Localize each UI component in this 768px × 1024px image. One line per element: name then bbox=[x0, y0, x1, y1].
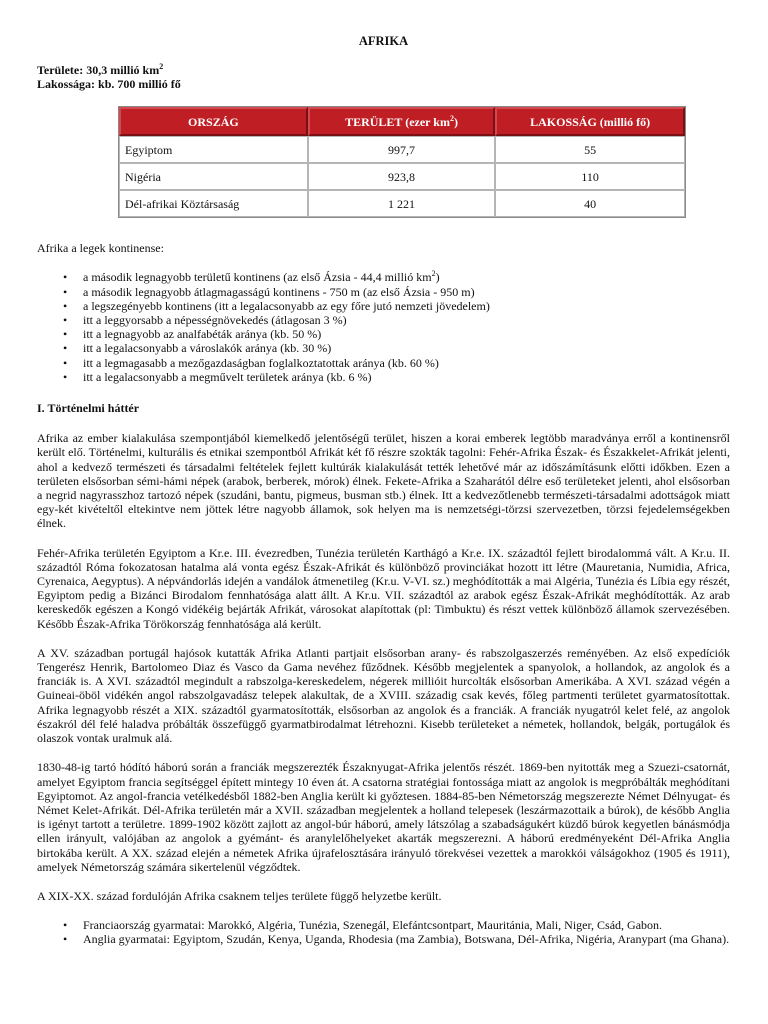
paragraph-exploration: A XV. században portugál hajósok kutatták Afrika Atlanti partjait elsősorban arany- és rabszolgaszerzés reményében. Az első expedíciók Tengerész Henrik, Bartolomeo Diaz és Vasco da Gama nevéhez fűződnek. Később megjelentek a spanyolok, a hollandok, az angolok és a franciák is. A XVI. századtól megindult a rabszolga-kereskedelem, négerek millióit hurcolták elsősorban Amerikába. A XVI. század végén a Guineai-öböl vidékén angol rabszolgavadász telepek alakultak, de a XVIII. századig csak kevés, főleg partmenti területet gyarmatosítottak. Afrika legnagyobb részét a XIX. századtól gyarmatosították, elsősorban az angolok és a franciák. A franciák nyugatról kelet felé, az angolok északról dél felé haladva próbálták összefüggő gyarmatbirodalmat létrehozni. Kisebb területeket a németek, hollandok, belgák, portugálok és olaszok vontak uralmuk alá. bbox=[37, 645, 730, 746]
list-item: • itt a legalacsonyabb a megművelt területek aránya (kb. 6 %) bbox=[63, 369, 372, 384]
list-item: • itt a legnagyobb az analfabéták aránya (kb. 50 %) bbox=[63, 327, 322, 342]
cell-area: 923,8 bbox=[308, 163, 496, 190]
cell-country: Dél-afrikai Köztársaság bbox=[119, 190, 308, 217]
list-item: • Anglia gyarmatai: Egyiptom, Szudán, Kenya, Uganda, Rhodesia (ma Zambia), Botswana, Dél-Afrika, Nigéria, Aranypart (ma Ghana). bbox=[63, 932, 730, 947]
list-item: • itt a legmagasabb a mezőgazdaságban foglalkoztatottak aránya (kb. 60 %) bbox=[63, 355, 439, 370]
area-line: Területe: 30,3 millió $km^2$ bbox=[37, 62, 164, 78]
population-line: Lakossága: kb. 700 millió fő bbox=[37, 77, 181, 92]
bullet-icon: • bbox=[63, 355, 68, 370]
list-item: • a legszegényebb kontinens (itt a legalacsonyabb az egy főre jutó nemzeti jövedelem) bbox=[63, 298, 490, 313]
table-row bbox=[119, 136, 685, 163]
list-item: • itt a leggyorsabb a népességnövekedés (átlagosan 3 %) bbox=[63, 313, 347, 328]
colonies-list bbox=[37, 918, 730, 946]
bullet-icon: • bbox=[63, 341, 68, 356]
bullet-icon: • bbox=[63, 918, 68, 933]
cell-population: 55 bbox=[495, 136, 685, 163]
table-row bbox=[119, 190, 685, 217]
bullet-icon: • bbox=[63, 932, 68, 947]
paragraph-colonization: 1830-48-ig tartó hódító háború során a franciák megszerezték Északnyugat-Afrika jelentős részét. 1869-ben nyitották meg a Szuezi-csatornát, amelyet Egyiptom francia segítséggel épített mintegy 10 éven át. A csatorna stratégiai fontossága miatt az angolok is megpróbálták meghódítani Egyiptomot. Az angol-francia vetélkedésből 1882-ben Anglia került ki győztesen. 1884-85-ben Németország megszerezte Német Délnyugat- és Német Kelet-Afrikát. Dél-Afrika területén már a XVII. században megjelentek a holland telepesek (leszármazottaik a búrok), de később Anglia is igényt tartott a területre. 1899-1902 között zajlott az angol-búr háború, amely látszólag a szabadságukért küzdő búrok kegyetlen bánásmódja ellen irányult, valójában az angolok a gyémánt- és aranylelőhelyeket akarták megszerezni. A háború eredményeként Dél-Afrika Anglia birtokába került. A XX. század elején a németek Afrika újrafelosztására irányuló törekvései vezettek a marokkói válságokhoz (1905 és 1911), amelyek Németország számára sikertelenül végződtek. bbox=[37, 760, 730, 874]
list-item: • Franciaország gyarmatai: Marokkó, Algéria, Tunézia, Szenegál, Elefántcsontpart, Mauritánia, Mali, Niger, Csád, Gabon. bbox=[63, 918, 663, 933]
legek-list bbox=[37, 270, 730, 384]
list-item: • a második legnagyobb területű kontinens (az első Ázsia - 44,4 millió $km^2$) bbox=[63, 269, 440, 285]
bullet-icon: • bbox=[63, 284, 68, 299]
cell-country: Egyiptom bbox=[119, 136, 308, 163]
paragraph-white-africa: Fehér-Afrika területén Egyiptom a Kr.e. III. évezredben, Tunézia területén Karthágó a Kr.e. IX. századtól fejlett birodalommá vált. A Kr.u. II. századtól Róma fokozatosan hatalma alá vonta egész Észak-Afrikát és különböző provinciákat hozott itt létre (Mauretania, Numidia, Africa, Cyrenaica, Aegyptus). A népvándorlás idején a vandálok átmenetileg (Kr.u. V-VI. sz.) meghódították a mai Algéria, Tunézia és Líbia egy részét, Egyiptom pedig a Bizánci Birodalom fennhatósága alatt állt. A Kr.u. VII. századtól az arabok egész Észak-Afrikát meghódították. Az arab kereskedők egészen a Kongó vidékéig bejárták Afrikát, városokat alapítottak (pl: Timbuktu) és részt vettek különböző államok szervezésében. Később Észak-Afrika Törökország fennhatósága alá került. bbox=[37, 545, 730, 631]
list-item: • itt a legalacsonyabb a városlakók aránya (kb. 30 %) bbox=[63, 341, 332, 356]
bullet-icon: • bbox=[63, 369, 68, 384]
cell-population: 110 bbox=[495, 163, 685, 190]
section-heading: I. Történelmi háttér bbox=[37, 401, 140, 416]
area-superscript: 2 bbox=[159, 62, 164, 72]
cell-area: 1 221 bbox=[308, 190, 496, 217]
bullet-icon: • bbox=[63, 327, 68, 342]
stats-block bbox=[37, 63, 730, 91]
table-row bbox=[119, 163, 685, 190]
document-page bbox=[37, 34, 730, 964]
paragraph-origins: Afrika az ember kialakulása szempontjából kiemelkedő jelentőségű terület, hiszen a korai emberek legtöbb maradványa erről a kontinensről került elő. Történelmi, kulturális és etnikai szempontból Afrikát két fő részre szokták tagolni: Fehér-Afrika Észak- és Északkelet-Afrikát jelenti, ahol a kedvező természeti és társadalmi feltételek fejlett kultúrák kialakulását tették lehetővé már az időszámításunk előtti időkben. Ezen a területen elsősorban sémi-hámi népek (arabok, berberek, mórok) élnek. Fekete-Afrika a Szaharától délre eső területeket jelenti, ahol elsősorban a negrid nagyrasszhoz tartozó népek (szudáni, bantu, pigmeus, busman stb.) élnek. Itt a kedvezőtlenebb természeti-társadalmi adottságok miatt egy-két kivételtől eltekintve nem jöttek létre nagyobb államok, sok helyen ma is nemzetségi-törzsi szervezetben, törzsi fejedelemségekben élnek. bbox=[37, 431, 730, 531]
list-item: • a második legnagyobb átlagmagasságú kontinens - 750 m (az első Ázsia - 950 m) bbox=[63, 284, 475, 299]
document-title: AFRIKA bbox=[358, 34, 409, 48]
cell-country: Nigéria bbox=[119, 163, 308, 190]
bullet-icon: • bbox=[63, 298, 68, 313]
bullet-icon: • bbox=[63, 313, 68, 328]
header-country: ORSZÁG bbox=[119, 107, 308, 136]
table-header-row bbox=[119, 107, 685, 136]
legek-intro: Afrika a legek kontinense: bbox=[37, 241, 164, 256]
cell-area: 997,7 bbox=[308, 136, 496, 163]
bullet-icon: • bbox=[63, 270, 68, 285]
paragraph-turn-of-century: A XIX-XX. század fordulóján Afrika csaknem teljes területe függő helyzetbe került. bbox=[37, 888, 442, 903]
header-population: LAKOSSÁG (millió fő) bbox=[495, 107, 685, 136]
cell-population: 40 bbox=[495, 190, 685, 217]
countries-table bbox=[118, 106, 686, 218]
header-area: TERÜLET (ezer $km^2$) bbox=[308, 107, 496, 136]
